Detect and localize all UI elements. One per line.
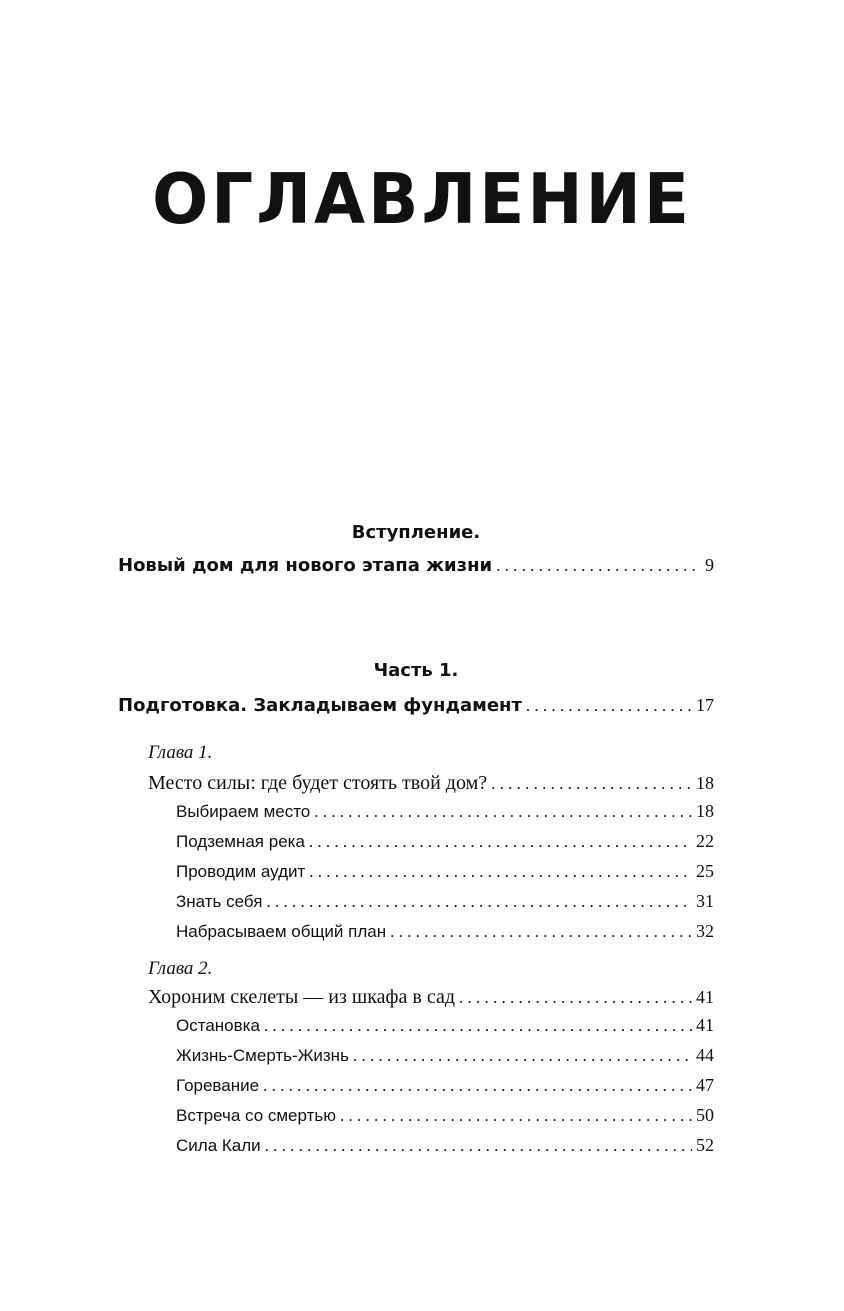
dot-leader <box>390 919 692 945</box>
toc-entry-label: Хороним скелеты — из шкафа в сад <box>148 986 456 1008</box>
toc-section-label: Подземная река <box>176 832 305 851</box>
toc-section-row[interactable] <box>176 798 714 825</box>
toc-section-label: Проводим аудит <box>176 862 306 881</box>
toc-page-number: 25 <box>696 861 714 881</box>
chapter-label: Глава 1. <box>148 742 213 763</box>
intro-heading: Вступление. <box>351 522 481 543</box>
toc-section-row[interactable] <box>176 888 714 915</box>
part-heading: Часть 1. <box>373 660 459 681</box>
toc-section-row[interactable] <box>176 1102 714 1129</box>
toc-section-label: Знать себя <box>176 892 263 911</box>
toc-page-number: 18 <box>696 773 714 793</box>
toc-section-row[interactable] <box>176 918 714 945</box>
toc-page-number: 22 <box>696 831 714 851</box>
dot-leader <box>309 829 692 855</box>
dot-leader <box>496 553 701 579</box>
toc-section-row[interactable] <box>176 1072 714 1099</box>
page-title: ОГЛАВЛЕНИЕ <box>152 159 692 240</box>
toc-section-label: Сила Кали <box>176 1136 261 1155</box>
toc-section-label: Горевание <box>176 1076 260 1095</box>
toc-page-number: 31 <box>696 891 714 911</box>
dot-leader <box>265 1133 692 1159</box>
dot-leader <box>264 1013 692 1039</box>
toc-section-row[interactable] <box>176 1012 714 1039</box>
chapter-label: Глава 2. <box>148 958 213 979</box>
dot-leader <box>314 799 692 825</box>
toc-page-number: 47 <box>696 1075 714 1095</box>
dot-leader <box>353 1043 692 1069</box>
toc-page-number: 41 <box>696 1015 714 1035</box>
toc-section-row[interactable] <box>176 828 714 855</box>
dot-leader <box>526 693 692 719</box>
dot-leader <box>266 889 692 915</box>
toc-page-number: 52 <box>696 1135 714 1155</box>
dot-leader <box>491 771 692 797</box>
toc-entry-intro[interactable] <box>118 552 714 579</box>
toc-entry-chapter2[interactable] <box>148 984 714 1011</box>
toc-section-label: Встреча со смертью <box>176 1106 336 1125</box>
toc-page-number: 44 <box>696 1045 714 1065</box>
toc-entry-label: Подготовка. Закладываем фундамент <box>118 695 522 716</box>
toc-page-number: 32 <box>696 921 714 941</box>
toc-page-number: 41 <box>696 987 714 1007</box>
dot-leader <box>263 1073 692 1099</box>
toc-section-label: Жизнь-Смерть-Жизнь <box>176 1046 349 1065</box>
dot-leader <box>459 985 692 1011</box>
toc-section-label: Остановка <box>176 1016 260 1035</box>
toc-entry-part1[interactable] <box>118 692 714 719</box>
toc-page-number: 9 <box>705 555 714 575</box>
toc-page-number: 50 <box>696 1105 714 1125</box>
toc-section-label: Выбираем место <box>176 802 311 821</box>
dot-leader <box>309 859 692 885</box>
toc-section-row[interactable] <box>176 1042 714 1069</box>
toc-entry-label: Новый дом для нового этапа жизни <box>118 555 493 576</box>
toc-entry-label: Место силы: где будет стоять твой дом? <box>148 772 488 794</box>
toc-section-label: Набрасываем общий план <box>176 922 387 941</box>
toc-page-number: 18 <box>696 801 714 821</box>
toc-section-row[interactable] <box>176 858 714 885</box>
toc-page-number: 17 <box>696 695 714 715</box>
toc-section-row[interactable] <box>176 1132 714 1159</box>
dot-leader <box>340 1103 692 1129</box>
toc-entry-chapter1[interactable] <box>148 770 714 797</box>
